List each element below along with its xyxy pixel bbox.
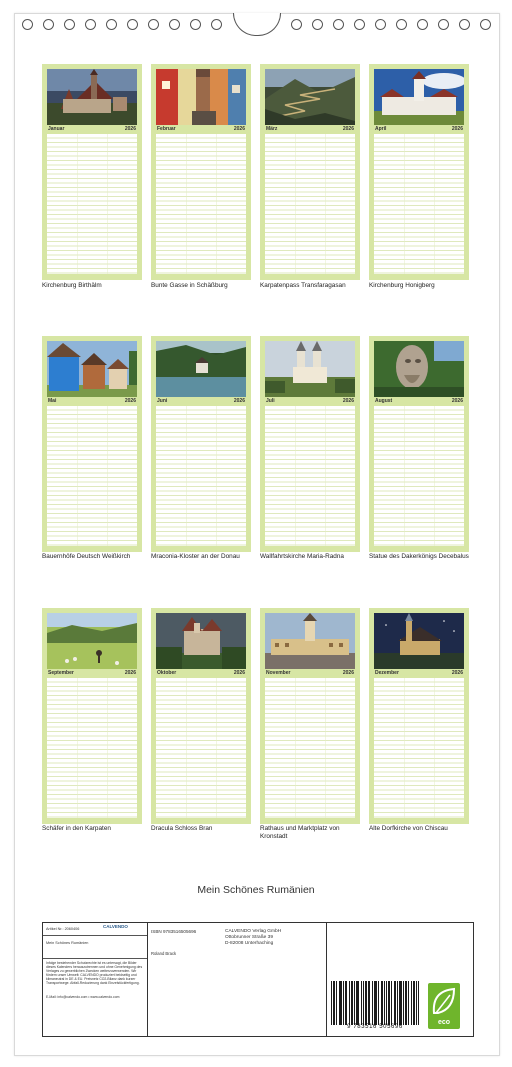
barcode-bar bbox=[382, 981, 383, 1025]
photo-march bbox=[265, 69, 355, 125]
binding-ring bbox=[459, 19, 470, 30]
date-grid bbox=[156, 678, 246, 818]
binding-ring bbox=[417, 19, 428, 30]
date-grid bbox=[47, 134, 137, 274]
barcode-bar bbox=[418, 981, 419, 1025]
barcode-bar bbox=[343, 981, 344, 1025]
month-july bbox=[260, 336, 360, 552]
barcode-bar bbox=[349, 981, 350, 1025]
month-name: August bbox=[375, 398, 393, 404]
barcode-bar bbox=[358, 981, 359, 1025]
month-year: 2026 bbox=[233, 398, 245, 404]
barcode-bar bbox=[374, 981, 375, 1025]
website-link[interactable]: www.calvendo.com bbox=[90, 995, 120, 999]
barcode-bar bbox=[351, 981, 352, 1025]
month-name: Juli bbox=[266, 398, 275, 404]
date-grid bbox=[374, 678, 464, 818]
month-year: 2026 bbox=[233, 126, 245, 132]
barcode-bar bbox=[399, 981, 400, 1025]
barcode-bar bbox=[376, 981, 377, 1025]
photo-april bbox=[374, 69, 464, 125]
month-may bbox=[42, 336, 142, 552]
month-name: Mai bbox=[48, 398, 57, 404]
binding-ring bbox=[438, 19, 449, 30]
caption-march: Karpatenpass Transfaragasan bbox=[260, 282, 346, 289]
caption-december: Alte Dorfkirche von Chiscau bbox=[369, 825, 448, 832]
date-grid bbox=[47, 678, 137, 818]
date-grid bbox=[265, 406, 355, 546]
photo-january bbox=[47, 69, 137, 125]
barcode-bar bbox=[381, 981, 382, 1025]
binding-ring bbox=[64, 19, 75, 30]
article-number: Artikel Nr.: 2060406 bbox=[46, 927, 80, 931]
barcode-bar bbox=[384, 981, 385, 1025]
barcode-bar bbox=[341, 981, 342, 1025]
photo-july bbox=[265, 341, 355, 397]
month-september bbox=[42, 608, 142, 824]
month-name: März bbox=[266, 126, 278, 132]
photo-february bbox=[156, 69, 246, 125]
binding-ring bbox=[190, 19, 201, 30]
photo-december bbox=[374, 613, 464, 669]
photo-august bbox=[374, 341, 464, 397]
date-grid bbox=[47, 406, 137, 546]
author-name: Roland Brack bbox=[151, 951, 177, 956]
binding-ring bbox=[106, 19, 117, 30]
barcode-bar bbox=[340, 981, 341, 1025]
month-name: November bbox=[266, 670, 291, 676]
month-year: 2026 bbox=[342, 126, 354, 132]
barcode-bar bbox=[378, 981, 379, 1025]
barcode-bar bbox=[368, 981, 369, 1025]
barcode-bar bbox=[405, 981, 406, 1025]
month-year: 2026 bbox=[342, 670, 354, 676]
eco-logo bbox=[428, 983, 460, 1029]
caption-april: Kirchenburg Honigberg bbox=[369, 282, 435, 289]
barcode-bar bbox=[394, 981, 395, 1025]
photo-october bbox=[156, 613, 246, 669]
isbn-text: ISBN 9783516505696 bbox=[151, 929, 197, 934]
barcode-bar bbox=[352, 981, 353, 1025]
month-name: Januar bbox=[48, 126, 65, 132]
barcode-bar bbox=[411, 981, 412, 1025]
month-year: 2026 bbox=[124, 670, 136, 676]
publisher-city: D-82008 Unterhaching bbox=[225, 941, 274, 946]
barcode-bar bbox=[346, 981, 347, 1025]
caption-july: Wallfahrtskirche Maria-Radna bbox=[260, 553, 344, 560]
binding-ring bbox=[127, 19, 138, 30]
date-grid bbox=[265, 678, 355, 818]
month-november bbox=[260, 608, 360, 824]
barcode-bar bbox=[363, 981, 364, 1025]
month-january bbox=[42, 64, 142, 280]
binding-ring bbox=[354, 19, 365, 30]
binding-ring bbox=[43, 19, 54, 30]
barcode-bar bbox=[414, 981, 415, 1025]
date-grid bbox=[156, 134, 246, 274]
barcode-bar bbox=[372, 981, 373, 1025]
caption-november: Rathaus und Marktplatz von Kronstadt bbox=[260, 825, 340, 840]
barcode-bar bbox=[334, 981, 335, 1025]
calvendo-logo: CALVENDO bbox=[103, 924, 128, 929]
month-april bbox=[369, 64, 469, 280]
publisher-name: CALVENDO Verlag GmbH bbox=[225, 929, 282, 934]
binding-ring bbox=[396, 19, 407, 30]
binding-ring bbox=[169, 19, 180, 30]
barcode-bar bbox=[403, 981, 404, 1025]
caption-september: Schäfer in den Karpaten bbox=[42, 825, 111, 832]
barcode-bar bbox=[389, 981, 390, 1025]
barcode-bar bbox=[369, 981, 370, 1025]
barcode-bar bbox=[397, 981, 398, 1025]
month-february bbox=[151, 64, 251, 280]
calendar-title: Mein Schönes Rumänien bbox=[197, 884, 315, 896]
isbn-barcode bbox=[331, 981, 419, 1025]
barcode-bar bbox=[365, 981, 366, 1025]
barcode-bar bbox=[345, 981, 346, 1025]
binding-ring bbox=[480, 19, 491, 30]
barcode-bar bbox=[366, 981, 367, 1025]
email-text: E-Mail: info@calvendo.com bbox=[46, 995, 88, 999]
date-grid bbox=[374, 134, 464, 274]
month-name: Dezember bbox=[375, 670, 399, 676]
caption-february: Bunte Gasse in Schäßburg bbox=[151, 282, 228, 289]
month-october bbox=[151, 608, 251, 824]
barcode-bar bbox=[400, 981, 401, 1025]
binding-ring bbox=[312, 19, 323, 30]
caption-august: Statue des Dakerkönigs Decebalus bbox=[369, 553, 469, 560]
barcode-bar bbox=[401, 981, 402, 1025]
month-year: 2026 bbox=[124, 126, 136, 132]
month-year: 2026 bbox=[451, 126, 463, 132]
photo-june bbox=[156, 341, 246, 397]
barcode-bar bbox=[391, 981, 392, 1025]
month-year: 2026 bbox=[124, 398, 136, 404]
barcode-bar bbox=[357, 981, 358, 1025]
barcode-bar bbox=[361, 981, 362, 1025]
month-year: 2026 bbox=[451, 398, 463, 404]
month-name: April bbox=[375, 126, 387, 132]
barcode-bar bbox=[356, 981, 357, 1025]
binding-ring bbox=[22, 19, 33, 30]
barcode-bar bbox=[388, 981, 389, 1025]
binding-ring bbox=[291, 19, 302, 30]
binding-ring bbox=[333, 19, 344, 30]
barcode-digits: 9 783516 505696 bbox=[347, 1024, 403, 1030]
month-name: Juni bbox=[157, 398, 168, 404]
month-march bbox=[260, 64, 360, 280]
binding-ring bbox=[85, 19, 96, 30]
barcode-bar bbox=[416, 981, 417, 1025]
barcode-bar bbox=[354, 981, 355, 1025]
barcode-bar bbox=[395, 981, 396, 1025]
eco-label: eco bbox=[437, 1019, 451, 1026]
month-name: Oktober bbox=[157, 670, 177, 676]
binding-ring bbox=[148, 19, 159, 30]
month-year: 2026 bbox=[451, 670, 463, 676]
month-june bbox=[151, 336, 251, 552]
binding-ring bbox=[375, 19, 386, 30]
photo-may bbox=[47, 341, 137, 397]
caption-january: Kirchenburg Birthälm bbox=[42, 282, 102, 289]
barcode-bar bbox=[413, 981, 414, 1025]
photo-september bbox=[47, 613, 137, 669]
barcode-bar bbox=[375, 981, 376, 1025]
publisher-street: Ottobrunner Straße 39 bbox=[225, 935, 273, 940]
barcode-bar bbox=[336, 981, 337, 1025]
month-name: September bbox=[48, 670, 74, 676]
barcode-bar bbox=[333, 981, 334, 1025]
binding-ring bbox=[211, 19, 222, 30]
caption-june: Mraconia-Kloster an der Donau bbox=[151, 553, 240, 560]
date-grid bbox=[374, 406, 464, 546]
caption-october: Dracula Schloss Bran bbox=[151, 825, 213, 832]
month-name: Februar bbox=[157, 126, 176, 132]
barcode-bar bbox=[331, 981, 332, 1025]
caption-may: Bauernhöfe Deutsch Weißkirch bbox=[42, 553, 131, 560]
barcode-bar bbox=[406, 981, 407, 1025]
date-grid bbox=[265, 134, 355, 274]
date-grid bbox=[156, 406, 246, 546]
barcode-bar bbox=[408, 981, 409, 1025]
barcode-bar bbox=[386, 981, 387, 1025]
publisher-info-box: Artikel Nr.: 2060406 CALVENDO Mein Schönes Rumänien Infolge bestehender Schutzrechte ist es untersagt, die Bilder dieses Kalenders herauszutrennen und ohne Genehmigung des Verlages zu gewerblichen Zwecken weiterzuverwenden. Wir fördern unser Umwelt: CALVENDO produziert beidseitig und klimaneutral in DE & EU. Preisnetz CO2-Bilanz dank kurzer Transportwege. Abfall-Reduzierung dank Einzelstückfertigung. E-Mail: info@calvendo.com • www.calvendo.com ISBN 9783516505696 Roland Brack CALVENDO Verlag GmbH Ottobrunner Straße 39 D-82008 Unterhaching 9 783516 505696 eco bbox=[42, 922, 474, 1037]
month-year: 2026 bbox=[342, 398, 354, 404]
photo-november bbox=[265, 613, 355, 669]
month-august bbox=[369, 336, 469, 552]
month-december bbox=[369, 608, 469, 824]
legal-text: Infolge bestehender Schutzrechte ist es untersagt, die Bilder dieses Kalenders herauszutrennen und ohne Genehmigung des Verlages zu gewerblichen Zwecken weiterzuverwenden. Wir fördern unser Umwelt: CALVENDO produziert beidseitig und klimaneutral in DE & EU. Preisnetz CO2-Bilanz dank kurzer Transportwege. Abfall-Reduzierung dank Einzelstückfertigung. bbox=[46, 961, 143, 986]
title-small: Mein Schönes Rumänien bbox=[46, 941, 89, 945]
barcode-bar bbox=[339, 981, 340, 1025]
month-year: 2026 bbox=[233, 670, 245, 676]
